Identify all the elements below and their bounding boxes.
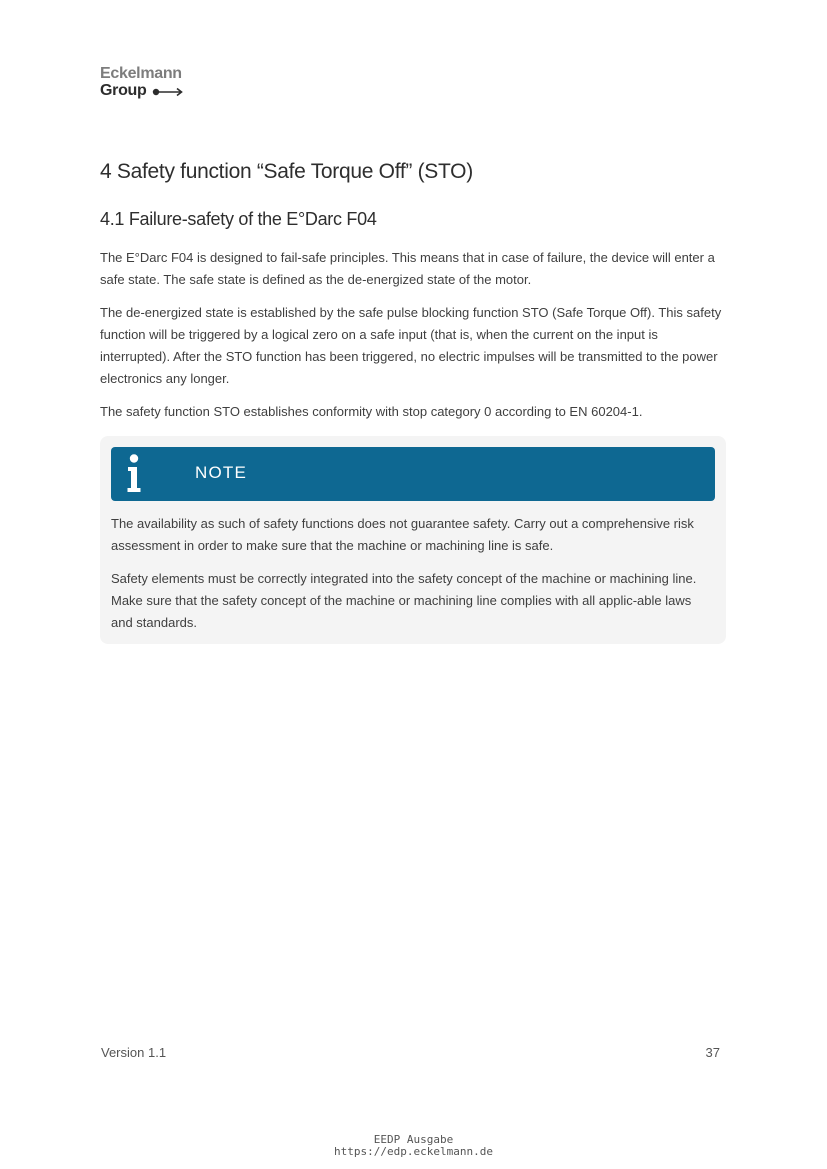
note-box	[100, 436, 726, 644]
info-icon	[123, 453, 145, 495]
note-title: NOTE	[195, 463, 248, 482]
note-header	[111, 447, 715, 501]
paragraph-fail-safe: The E°Darc F04 is designed to fail-safe principles. This means that in case of failure, the device will enter a safe state. The safe state is defined as the de-energized state of the motor.	[100, 250, 715, 287]
page-number: 37	[705, 1045, 720, 1060]
paragraph-de-energized: The de-energized state is established by the safe pulse blocking function STO (Safe Torque Off). This safety function will be triggered by a logical zero on a safe input (that is, when the current on the input is interrupted). After the STO function has been triggered, no electric impulses will be transmitted to the power electronics any longer.	[100, 305, 722, 386]
company-logo	[100, 65, 220, 100]
note-paragraph-availability: The availability as such of safety functions does not guarantee safety. Carry out a comprehensive risk assessment in order to make sure that the machine or machining line is safe.	[111, 516, 694, 553]
subsection-heading: 4.1 Failure-safety of the E°Darc F04	[100, 209, 377, 229]
section-heading: 4 Safety function “Safe Torque Off” (STO)	[100, 160, 473, 183]
logo-arrow-icon	[152, 87, 184, 97]
logo-line-eckelmann: Eckelmann	[100, 65, 182, 82]
logo-group-text: Group	[100, 82, 147, 99]
paragraph-stop-category: The safety function STO establishes conformity with stop category 0 according to EN 60204-1.	[100, 404, 643, 419]
logo-line-group	[100, 82, 220, 100]
stamp-line-ausgabe: EEDP Ausgabe	[373, 1133, 454, 1146]
note-paragraph-integration: Safety elements must be correctly integrated into the safety concept of the machine or machining line. Make sure that the safety concept of the machine or machining line complies with all applic-able laws and standards.	[111, 571, 697, 630]
footer-version: Version 1.1	[101, 1045, 167, 1060]
edp-stamp	[0, 1134, 827, 1158]
stamp-line-url: https://edp.eckelmann.de	[334, 1145, 493, 1158]
